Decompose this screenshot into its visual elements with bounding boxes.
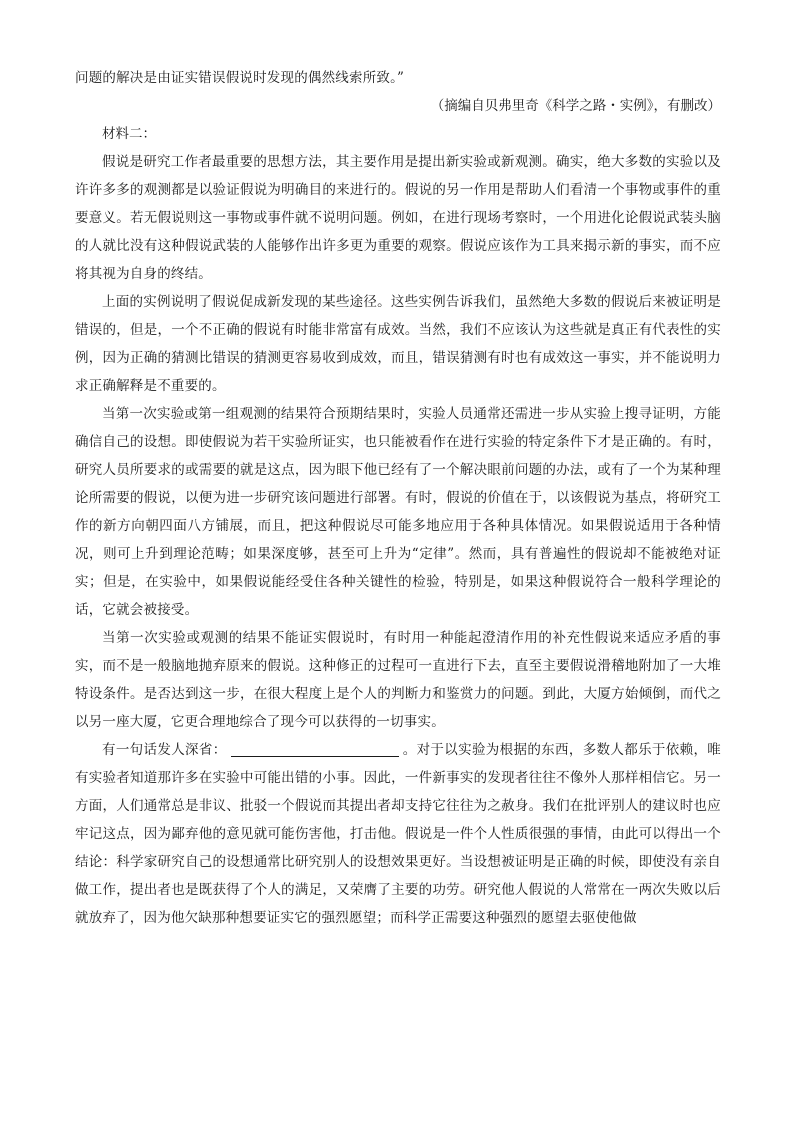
paragraph-4: 当第一次实验或观测的结果不能证实假说时，有时用一种能起澄清作用的补充性假说来适应矛盾的事实，而不是一般脑地抛弃原来的假说。这种修正的过程可一直进行下去，直至主要假说滑稽地附加了一大堆特设条件。是否达到这一步，在很大程度上是个人的判断力和鉴赏力的问题。到此，大厦方始倾倒，而代之以另一座大厦，它更合理地综合了现今可以获得的一切事实。 xyxy=(75,630,721,730)
paragraph-1: 假说是研究工作者最重要的思想方法，其主要作用是提出新实验或新观测。确实，绝大多数的实验以及许许多多的观测都是以验证假说为明确目的来进行的。假说的另一作用是帮助人们看清一个事物或事件的重要意义。若无假说则这一事物或事件就不说明问题。例如，在进行现场考察时，一个用进化论假说武装头脑的人就比没有这种假说武装的人能够作出许多更为重要的观察。假说应该作为工具来揭示新的事实，而不应将其视为自身的终结。 xyxy=(75,154,721,282)
material-heading: 材料二： xyxy=(102,126,156,142)
paragraph-3: 当第一次实验或第一组观测的结果符合预期结果时，实验人员通常还需进一步从实验上搜寻证明，方能确信自己的设想。即使假说为若干实验所证实，也只能被看作在进行实验的特定条件下才是正确的。有时，研究人员所要求的或需要的就是这点，因为眼下他已经有了一个解决眼前问题的办法，或有了一个为某种理论所需要的假说，以便为进一步研究该问题进行部署。有时，假说的价值在于，以该假说为基点，将研究工作的新方向朝四面八方铺展，而且，把这种假说尽可能多地应用于各种具体情况。如果假说适用于各种情况，则可上升到理论范畴；如果深度够，甚至可上升为“定律”。然而，具有普遍性的假说却不能被绝对证实；但是，在实验中，如果假说能经受住各种关键性的检验，特别是，如果这种假说符合一般科学理论的话，它就会被接受。 xyxy=(75,406,721,618)
fill-in-blank xyxy=(231,741,399,757)
paragraph-5-lead: 有一句话发人深省： xyxy=(102,742,227,758)
continuation-line: 问题的解决是由证实错误假说时发现的偶然线索所致。” xyxy=(75,70,405,86)
paragraph-5-rest: 。对于以实验为根据的东西，多数人都乐于依赖，唯有实验者知道那许多在实验中可能出错的小事。因此，一件新事实的发现者往往不像外人那样相信它。另一方面，人们通常总是非议、批驳一个假说而其提出者却支持它往往为之赦身。我们在批评别人的建议时也应牢记这点，因为鄙弃他的意见就可能伤害他，打击他。假说是一件个人性质很强的事情，由此可以得出一个结论：科学家研究自己的设想通常比研究别人的设想效果更好。当设想被证明是正确的时候，即使没有亲自做工作，提出者也是既获得了个人的满足，又荣膺了主要的功劳。研究他人假说的人常常在一两次失败以后就放弃了，因为他欠缺那种想要证实它的强烈愿望；而科学正需要这种强烈的愿望去驱使他做 xyxy=(75,742,721,926)
paragraph-5 xyxy=(75,736,721,932)
source-citation: （摘编自贝弗里奇《科学之路・实例》，有删改） xyxy=(430,98,721,114)
paragraph-2: 上面的实例说明了假说促成新发现的某些途径。这些实例告诉我们，虽然绝大多数的假说后来被证明是错误的，但是，一个不正确的假说有时能非常富有成效。当然，我们不应该认为这些就是真正有代表性的实例，因为正确的猜测比错误的猜测更容易收到成效，而且，错误猜测有时也有成效这一事实，并不能说明力求正确解释是不重要的。 xyxy=(75,294,721,394)
document-page xyxy=(75,64,721,932)
